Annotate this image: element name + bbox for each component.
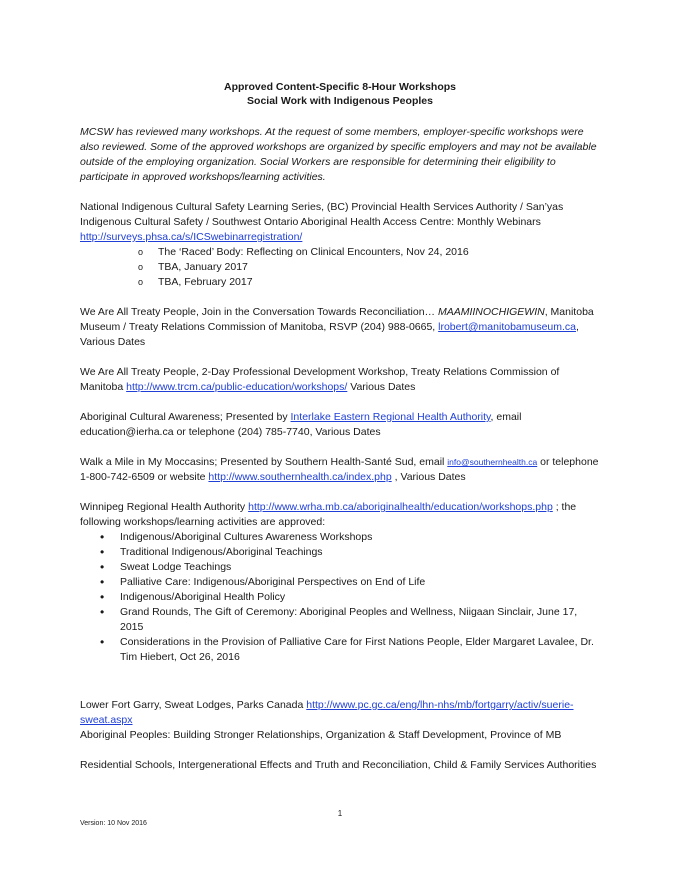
entry-cultural-safety [80,200,600,290]
entry-line-aboriginal-peoples: Aboriginal Peoples: Building Stronger Relationships, Organization & Staff Development, Province of MB [80,729,562,741]
entry-description: Lower Fort Garry, Sweat Lodges, Parks Canada [80,699,307,711]
list-item: • Indigenous/Aboriginal Cultures Awareness Workshops [100,530,600,545]
entry-description: We Are All Treaty People, 2-Day Professional Development Workshop, Treaty Relations Commission of Manitoba [80,366,560,393]
entry-text [80,500,600,530]
entry-text: Residential Schools, Intergenerational Effects and Truth and Reconciliation, Child & Family Services Authorities [80,759,597,771]
entry-text [80,305,600,350]
entry-description: Winnipeg Regional Health Authority [80,501,249,513]
entry-text [80,365,600,395]
entry-details: , email education@ierha.ca or telephone (204) 785-7740, Various Dates [80,411,522,438]
document-subtitle: Social Work with Indigenous Peoples [247,95,433,107]
entry-lower-fort-garry [80,698,600,743]
parks-canada-link[interactable]: http://www.pc.gc.ca/eng/lhn-nhs/mb/fortgarry/activ/suerie-sweat.aspx [80,699,574,726]
entry-dates: Various Dates [347,381,416,393]
entry-details: , Manitoba Museum / Treaty Relations Commission of Manitoba, RSVP (204) 988-0665, [80,306,594,333]
entry-text [80,455,600,485]
entry-cultural-awareness [80,410,600,440]
entry-treaty-workshop [80,365,600,395]
webinar-list [80,245,600,290]
entry-description: Walk a Mile in My Moccasins; Presented by Southern Health-Santé Sud, email [80,456,448,468]
list-item: • Palliative Care: Indigenous/Aboriginal Perspectives on End of Life [100,575,600,590]
entry-dates: , Various Dates [391,471,466,483]
entry-walk-a-mile [80,455,600,485]
intro-paragraph [80,125,600,185]
entry-dates: , Various Dates [80,321,579,348]
webinar-registration-link[interactable]: http://surveys.phsa.ca/s/ICSwebinarregistration/ [80,231,303,243]
document-title: Approved Content-Specific 8-Hour Workshops [224,81,456,93]
entry-description: National Indigenous Cultural Safety Learning Series, (BC) Provincial Health Services Authority / San’yas Indigenous Cultural Safety / Southwest Ontario Aboriginal Health Access Centre: Monthly Webinars [80,201,564,228]
ierha-link[interactable]: Interlake Eastern Regional Health Authority [290,411,491,423]
entry-description: We Are All Treaty People, Join in the Conversation Towards Reconciliation… [80,306,438,318]
entry-text [80,200,600,245]
list-item: • Indigenous/Aboriginal Health Policy [100,590,600,605]
entry-italic-title: MAAMIINOCHIGEWIN [437,306,545,318]
page-number: 1 [337,809,343,818]
entry-details: ; the following workshops/learning activities are approved: [80,501,577,528]
entry-text [80,698,600,728]
list-item: • Sweat Lodge Teachings [100,560,600,575]
entry-wrha [80,500,600,665]
manitoba-museum-email-link[interactable]: lrobert@manitobamuseum.ca [438,321,577,333]
list-item: • Traditional Indigenous/Aboriginal Teachings [100,545,600,560]
list-item: • Considerations in the Provision of Palliative Care for First Nations People, Elder Margaret Lavalee, Dr. Tim Hiebert, Oct 26, 2016 [100,635,600,665]
entry-details: or telephone 1-800-742-6509 or website [80,456,599,483]
list-item: o TBA, January 2017 [138,260,600,275]
entry-description: Aboriginal Cultural Awareness; Presented by [80,411,291,423]
wrha-workshops-link[interactable]: http://www.wrha.mb.ca/aboriginalhealth/education/workshops.php [248,501,553,513]
document-header [0,80,680,108]
list-item: o The ‘Raced’ Body: Reflecting on Clinical Encounters, Nov 24, 2016 [138,245,600,260]
entry-residential-schools [80,758,600,773]
southern-health-email-link[interactable]: info@southernhealth.ca [447,457,538,467]
wrha-approved-list [80,530,600,665]
version-label: Version: 10 Nov 2016 [80,820,147,827]
list-item: • Grand Rounds, The Gift of Ceremony: Aboriginal Peoples and Wellness, Niigaan Sinclair, June 17, 2015 [100,605,600,635]
list-item: o TBA, February 2017 [138,275,600,290]
intro-text: MCSW has reviewed many workshops. At the request of some members, employer-specific workshops were also reviewed. Some of the approved workshops are organized by specific employers and may not be available outside of the employing organization. Social Workers are responsible for determining their eligibility to participate in approved workshops/learning activities. [80,126,597,183]
entry-text [80,410,600,440]
entry-treaty-conversation [80,305,600,350]
southern-health-website-link[interactable]: http://www.southernhealth.ca/index.php [208,471,392,483]
trcm-workshops-link[interactable]: http://www.trcm.ca/public-education/workshops/ [126,381,348,393]
